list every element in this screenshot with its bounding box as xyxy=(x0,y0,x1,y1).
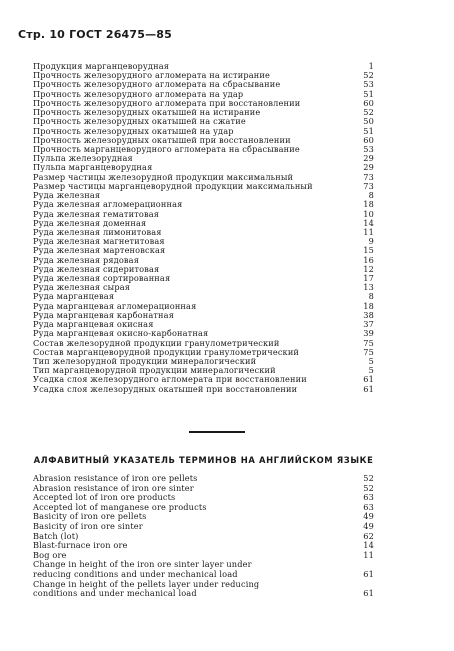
index-page-number: 14 xyxy=(363,217,374,228)
index-term: Basicity of iron ore sinter xyxy=(33,520,143,531)
page-header: Стр. 10 ГОСТ 26475—85 xyxy=(18,28,173,41)
index-page-number: 61 xyxy=(363,383,374,394)
index-term: Прочность железорудного агломерата при восстановлении xyxy=(33,97,301,108)
english-term-index xyxy=(33,474,374,599)
index-page-number: 51 xyxy=(363,125,374,136)
index-term: Состав железорудной продукции гранулометрический xyxy=(33,337,280,348)
index-page-number: 49 xyxy=(363,511,374,522)
index-term: Прочность марганцеворудного агломерата на сбрасывание xyxy=(33,143,300,154)
index-term: reducing conditions and under mechanical load xyxy=(33,568,238,579)
index-page-number: 53 xyxy=(363,79,374,90)
index-term: Руда железная лимонитовая xyxy=(33,226,162,237)
index-term: Усадка слоя железорудных окатышей при восстановлении xyxy=(33,383,298,394)
index-page-number: 11 xyxy=(363,226,374,237)
index-term: Руда марганцевая агломерационная xyxy=(33,300,197,311)
index-term: Accepted lot of iron ore products xyxy=(33,492,176,503)
index-page-number: 49 xyxy=(363,520,374,531)
index-entry xyxy=(33,385,374,394)
index-page-number: 61 xyxy=(363,374,374,385)
index-term: Прочность железорудного агломерата на сбрасывание xyxy=(33,79,281,90)
index-term: Руда марганцевая окисная xyxy=(33,319,154,330)
index-term: Руда железная гематитовая xyxy=(33,208,160,219)
index-page-number: 29 xyxy=(363,162,374,173)
index-page-number: 8 xyxy=(368,190,374,201)
index-term: Change in height of the iron ore sinter layer under xyxy=(33,559,252,570)
section-divider xyxy=(189,431,245,433)
index-page-number: 75 xyxy=(363,346,374,357)
index-page-number: 9 xyxy=(368,236,374,247)
index-term: Bog ore xyxy=(33,549,67,560)
index-term: Усадка слоя железорудного агломерата при восстановлении xyxy=(33,374,307,385)
index-term: Прочность железорудных окатышей на сжатие xyxy=(33,116,246,127)
index-term: Руда железная агломерационная xyxy=(33,199,183,210)
index-page-number: 39 xyxy=(363,328,374,339)
index-page-number: 52 xyxy=(363,107,374,118)
index-page-number: 75 xyxy=(363,337,374,348)
index-term: Руда марганцевая xyxy=(33,291,115,302)
index-page-number: 61 xyxy=(363,588,374,599)
index-term: Руда железная xyxy=(33,190,101,201)
index-term: Пульпа марганцеворудная xyxy=(33,162,153,173)
index-term: Руда железная мартеновская xyxy=(33,245,166,256)
index-page-number: 61 xyxy=(363,568,374,579)
index-page-number: 11 xyxy=(363,549,374,560)
index-term: Руда железная сидеритовая xyxy=(33,263,160,274)
index-page-number: 63 xyxy=(363,501,374,512)
index-page-number: 52 xyxy=(363,473,374,483)
index-term: Размер частицы железорудной продукции максимальный xyxy=(33,171,294,182)
index-term: Прочность железорудного агломерата на истирание xyxy=(33,70,270,81)
index-term: Руда марганцевая окисно-карбонатная xyxy=(33,328,209,339)
index-term: Руда железная сырая xyxy=(33,282,131,293)
index-page-number: 15 xyxy=(363,245,374,256)
index-term: Тип марганцеворудной продукции минералогический xyxy=(33,365,276,376)
index-term: Batch (lot) xyxy=(33,530,79,541)
index-entry xyxy=(33,589,374,599)
index-page-number: 50 xyxy=(363,116,374,127)
index-term: Abrasion resistance of iron ore sinter xyxy=(33,482,194,493)
index-term: Пульпа железорудная xyxy=(33,153,133,164)
index-page-number: 18 xyxy=(363,300,374,311)
index-page-number: 8 xyxy=(368,291,374,302)
index-term: Blast-furnace iron ore xyxy=(33,540,128,551)
index-page-number: 5 xyxy=(368,356,374,366)
index-page-number: 10 xyxy=(363,208,374,219)
index-term: Abrasion resistance of iron ore pellets xyxy=(33,473,198,483)
index-page-number: 73 xyxy=(363,171,374,182)
index-page-number: 52 xyxy=(363,70,374,81)
russian-term-index xyxy=(33,62,374,394)
index-page-number: 60 xyxy=(363,97,374,108)
index-page-number: 1 xyxy=(368,61,374,71)
index-term: Accepted lot of manganese ore products xyxy=(33,501,207,512)
index-term: Руда марганцевая карбонатная xyxy=(33,309,175,320)
index-term: Руда железная магнетитовая xyxy=(33,236,165,247)
index-term: Basicity of iron ore pellets xyxy=(33,511,147,522)
index-page-number: 18 xyxy=(363,199,374,210)
index-term: Продукция марганцеворудная xyxy=(33,61,170,71)
index-page-number: 13 xyxy=(363,282,374,293)
index-page-number: 60 xyxy=(363,134,374,145)
index-term: Прочность железорудного агломерата на удар xyxy=(33,88,244,99)
index-page-number: 53 xyxy=(363,143,374,154)
index-page-number: 52 xyxy=(363,482,374,493)
index-term: Руда железная доменная xyxy=(33,217,147,228)
index-page-number: 38 xyxy=(363,309,374,320)
index-page-number: 51 xyxy=(363,88,374,99)
index-page-number: 37 xyxy=(363,319,374,330)
index-term: Тип железорудной продукции минералогический xyxy=(33,356,257,366)
index-term: Руда железная сортированная xyxy=(33,273,171,284)
index-page-number: 17 xyxy=(363,273,374,284)
english-index-heading: АЛФАВИТНЫЙ УКАЗАТЕЛЬ ТЕРМИНОВ НА АНГЛИЙСКОМ ЯЗЫКЕ xyxy=(33,455,374,465)
index-term: Прочность железорудных окатышей на истирание xyxy=(33,107,261,118)
index-entry xyxy=(33,541,374,551)
index-term: Размер частицы марганцеворудной продукции максимальный xyxy=(33,180,313,191)
index-term: Change in height of the pellets layer under reducing xyxy=(33,578,260,589)
index-page-number: 14 xyxy=(363,540,374,551)
index-entry xyxy=(33,522,374,532)
index-page-number: 73 xyxy=(363,180,374,191)
index-page-number: 5 xyxy=(368,365,374,376)
index-page-number: 62 xyxy=(363,530,374,541)
index-term: Состав марганцеворудной продукции гранулометрический xyxy=(33,346,300,357)
index-term: Прочность железорудных окатышей при восстановлении xyxy=(33,134,291,145)
index-term: Руда железная рядовая xyxy=(33,254,140,265)
index-term: conditions and under mechanical load xyxy=(33,588,197,599)
index-page-number: 12 xyxy=(363,263,374,274)
index-term: Прочность железорудных окатышей на удар xyxy=(33,125,234,136)
index-page-number: 29 xyxy=(363,153,374,164)
index-page-number: 16 xyxy=(363,254,374,265)
index-page-number: 63 xyxy=(363,492,374,503)
